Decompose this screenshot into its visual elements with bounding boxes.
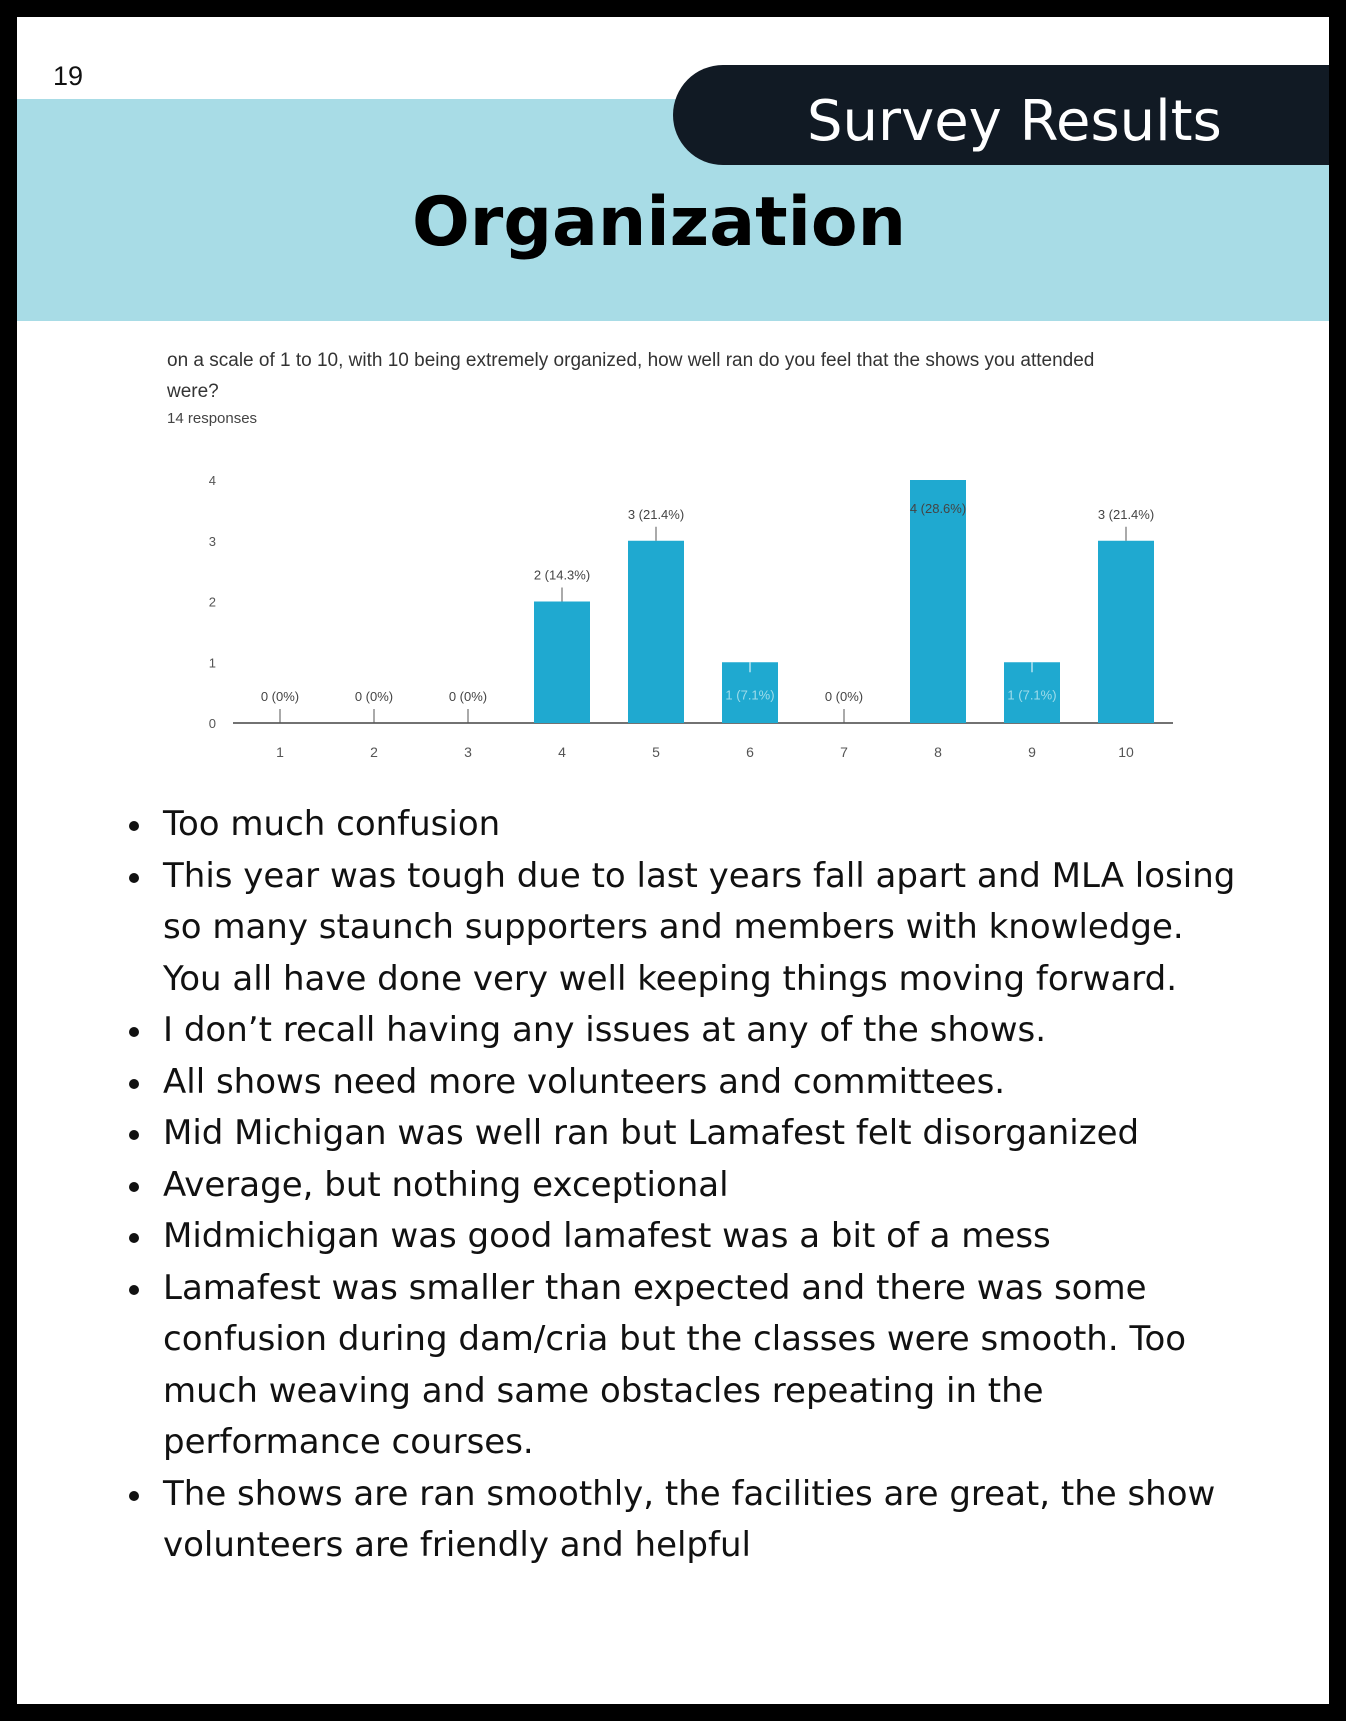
- bar: [534, 602, 590, 724]
- bar: [910, 480, 966, 723]
- page-number: 19: [53, 61, 84, 91]
- x-tick-label: 4: [558, 744, 566, 760]
- page: [17, 17, 1329, 1704]
- x-tick-label: 7: [840, 744, 848, 760]
- comment-item: This year was tough due to last years fall apart and MLA losing so many staunch supporters and members with knowledge. You all have done very well keeping things moving forward.: [129, 851, 1239, 1006]
- x-tick-label: 5: [652, 744, 660, 760]
- survey-question: on a scale of 1 to 10, with 10 being extremely organized, how well ran do you feel that the shows you attended were?: [167, 350, 1095, 402]
- y-tick-label: 4: [208, 473, 216, 488]
- comment-item: Lamafest was smaller than expected and there was some confusion during dam/cria but the classes were smooth. Too much weaving and same obstacles repeating in the performance courses.: [129, 1263, 1239, 1469]
- data-label: 0 (0%): [824, 689, 864, 704]
- data-label: 1 (7.1%): [725, 687, 775, 703]
- y-tick-label: 3: [208, 533, 216, 549]
- comment-list: [129, 799, 1239, 1572]
- data-label: 0 (0%): [354, 689, 394, 704]
- bar: [1098, 541, 1154, 723]
- comment-item: Average, but nothing exceptional: [129, 1160, 1239, 1212]
- section-title: Organization: [412, 183, 907, 262]
- y-tick-label: 2: [208, 594, 216, 610]
- data-label: 2 (14.3%): [533, 567, 591, 583]
- data-label: 0 (0%): [448, 689, 488, 704]
- bar: [628, 541, 684, 723]
- response-count: 14 responses: [167, 410, 258, 427]
- comment-item: I don’t recall having any issues at any of the shows.: [129, 1005, 1239, 1057]
- x-tick-label: 2: [370, 744, 378, 760]
- comment-item: All shows need more volunteers and committees.: [129, 1057, 1239, 1109]
- data-label: 4 (28.6%): [909, 501, 967, 516]
- comment-item: Too much confusion: [129, 799, 1239, 851]
- comment-item: The shows are ran smoothly, the facilities are great, the show volunteers are friendly and helpful: [129, 1469, 1239, 1572]
- data-label: 3 (21.4%): [627, 506, 685, 522]
- comment-item: Mid Michigan was well ran but Lamafest felt disorganized: [129, 1108, 1239, 1160]
- y-tick-label: 0: [208, 716, 216, 731]
- x-tick-label: 9: [1028, 744, 1036, 760]
- x-tick-label: 6: [746, 744, 754, 760]
- data-label: 1 (7.1%): [1007, 687, 1057, 703]
- y-tick-label: 1: [208, 655, 216, 671]
- x-tick-label: 1: [276, 744, 284, 760]
- x-tick-label: 3: [464, 744, 472, 760]
- x-tick-label: 10: [1118, 744, 1134, 760]
- data-label: 0 (0%): [260, 689, 300, 704]
- x-tick-label: 8: [934, 744, 942, 760]
- comment-item: Midmichigan was good lamafest was a bit of a mess: [129, 1211, 1239, 1263]
- data-label: 3 (21.4%): [1097, 506, 1155, 522]
- survey-results-label: Survey Results: [807, 89, 1222, 154]
